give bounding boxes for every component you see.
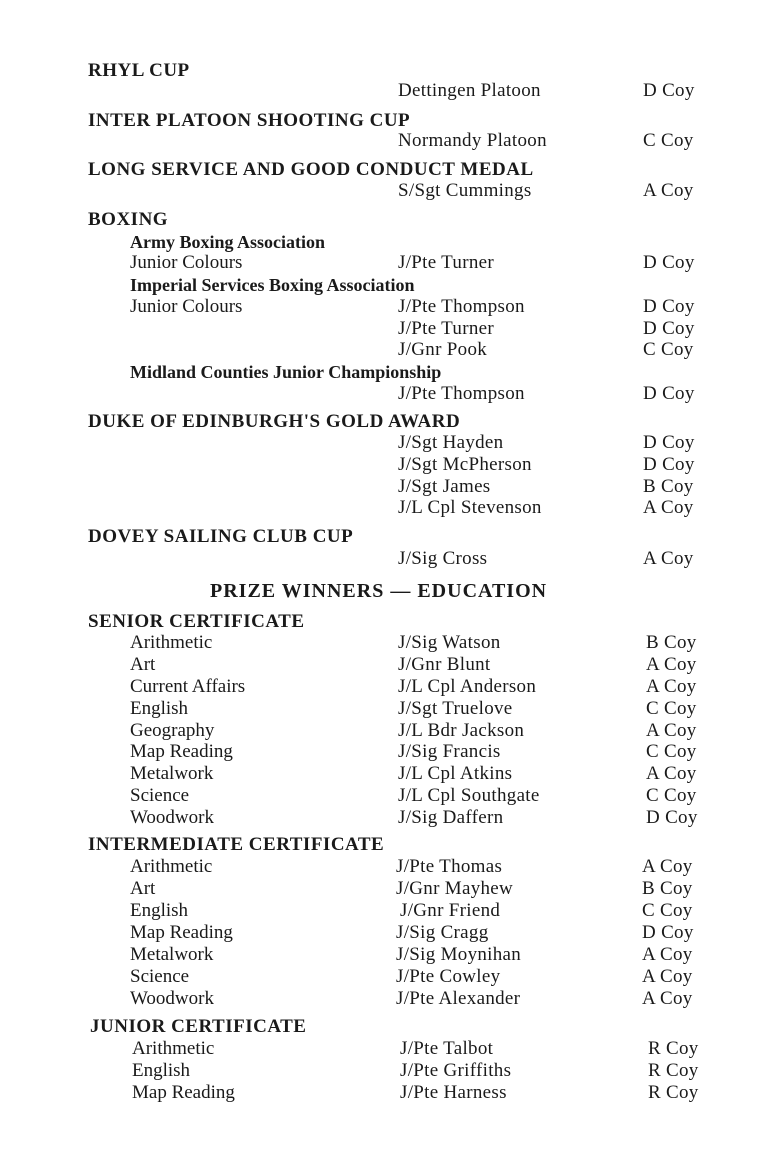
intermediate-coy: A Coy (642, 944, 693, 965)
junior-winner: J/Pte Talbot (400, 1038, 494, 1059)
intermediate-winner: J/Pte Cowley (396, 966, 501, 987)
intermediate-winner: J/Pte Alexander (396, 988, 521, 1009)
intermediate-coy: A Coy (642, 966, 693, 987)
senior-winner: J/Gnr Blunt (398, 654, 491, 675)
senior-subject: Woodwork (130, 807, 214, 828)
army-boxing-subheading: Army Boxing Association (130, 232, 326, 252)
intermediate-coy: D Coy (642, 922, 694, 943)
senior-coy: A Coy (646, 676, 697, 697)
senior-coy: A Coy (646, 720, 697, 741)
senior-coy: D Coy (646, 807, 698, 828)
duke-award-coy: A Coy (643, 497, 694, 518)
duke-award-coy: D Coy (643, 432, 695, 453)
senior-certificate-heading: SENIOR CERTIFICATE (88, 611, 305, 632)
junior-coy: R Coy (648, 1038, 699, 1059)
senior-winner: J/Sig Daffern (398, 807, 504, 828)
midland-boxing-coy: D Coy (643, 383, 695, 404)
army-boxing-winner: J/Pte Turner (398, 252, 494, 273)
imperial-boxing-coy: C Coy (643, 339, 694, 360)
midland-boxing-subheading: Midland Counties Junior Championship (130, 362, 442, 382)
senior-winner: J/L Cpl Anderson (398, 676, 537, 697)
imperial-boxing-subheading: Imperial Services Boxing Association (130, 275, 415, 295)
duke-award-coy: D Coy (643, 454, 695, 475)
duke-award-winner: J/Sgt McPherson (398, 454, 532, 475)
duke-award-coy: B Coy (643, 476, 694, 497)
army-boxing-label: Junior Colours (130, 252, 243, 273)
midland-boxing-winner: J/Pte Thompson (398, 383, 525, 404)
inter-platoon-winner: Normandy Platoon (398, 130, 547, 151)
dovey-cup-heading: DOVEY SAILING CLUB CUP (88, 526, 354, 547)
imperial-boxing-winner: J/Pte Turner (398, 318, 494, 339)
intermediate-subject: Arithmetic (130, 856, 213, 877)
duke-award-winner: J/Sgt Hayden (398, 432, 504, 453)
duke-award-winner: J/Sgt James (398, 476, 491, 497)
senior-subject: Arithmetic (130, 632, 213, 653)
senior-subject: Geography (130, 720, 215, 741)
senior-winner: J/L Cpl Atkins (398, 763, 513, 784)
senior-coy: C Coy (646, 698, 697, 719)
duke-award-winner: J/L Cpl Stevenson (398, 497, 542, 518)
junior-subject: Arithmetic (132, 1038, 215, 1059)
long-service-winner: S/Sgt Cummings (398, 180, 532, 201)
imperial-boxing-coy: D Coy (643, 296, 695, 317)
intermediate-winner: J/Gnr Mayhew (396, 878, 514, 899)
senior-coy: C Coy (646, 785, 697, 806)
senior-subject: Current Affairs (130, 676, 246, 697)
junior-winner: J/Pte Griffiths (400, 1060, 512, 1081)
intermediate-subject: Map Reading (130, 922, 233, 943)
imperial-boxing-coy: D Coy (643, 318, 695, 339)
intermediate-winner: J/Gnr Friend (400, 900, 501, 921)
intermediate-winner: J/Pte Thomas (396, 856, 503, 877)
inter-platoon-heading: INTER PLATOON SHOOTING CUP (88, 110, 411, 131)
inter-platoon-coy: C Coy (643, 130, 694, 151)
junior-subject: English (132, 1060, 191, 1081)
intermediate-coy: A Coy (642, 988, 693, 1009)
senior-coy: A Coy (646, 763, 697, 784)
intermediate-certificate-heading: INTERMEDIATE CERTIFICATE (88, 834, 385, 855)
junior-coy: R Coy (648, 1060, 699, 1081)
senior-coy: C Coy (646, 741, 697, 762)
intermediate-winner: J/Sig Moynihan (396, 944, 522, 965)
dovey-cup-coy: A Coy (643, 548, 694, 569)
army-boxing-coy: D Coy (643, 252, 695, 273)
senior-subject: Art (130, 654, 156, 675)
senior-winner: J/Sgt Truelove (398, 698, 513, 719)
intermediate-subject: Woodwork (130, 988, 214, 1009)
rhyl-cup-coy: D Coy (643, 80, 695, 101)
senior-subject: English (130, 698, 189, 719)
senior-winner: J/L Cpl Southgate (398, 785, 540, 806)
senior-winner: J/Sig Watson (398, 632, 501, 653)
rhyl-cup-winner: Dettingen Platoon (398, 80, 541, 101)
junior-subject: Map Reading (132, 1082, 235, 1103)
senior-subject: Science (130, 785, 190, 806)
intermediate-coy: C Coy (642, 900, 693, 921)
intermediate-subject: Art (130, 878, 156, 899)
duke-award-heading: DUKE OF EDINBURGH'S GOLD AWARD (88, 411, 461, 432)
junior-certificate-heading: JUNIOR CERTIFICATE (90, 1016, 307, 1037)
senior-winner: J/Sig Francis (398, 741, 501, 762)
intermediate-winner: J/Sig Cragg (396, 922, 489, 943)
long-service-coy: A Coy (643, 180, 694, 201)
senior-coy: B Coy (646, 632, 697, 653)
intermediate-subject: Metalwork (130, 944, 214, 965)
junior-winner: J/Pte Harness (400, 1082, 507, 1103)
boxing-heading: BOXING (88, 209, 169, 230)
senior-subject: Map Reading (130, 741, 233, 762)
rhyl-cup-heading: RHYL CUP (88, 60, 190, 81)
imperial-boxing-label: Junior Colours (130, 296, 243, 317)
intermediate-coy: A Coy (642, 856, 693, 877)
intermediate-subject: Science (130, 966, 190, 987)
intermediate-coy: B Coy (642, 878, 693, 899)
senior-coy: A Coy (646, 654, 697, 675)
dovey-cup-winner: J/Sig Cross (398, 548, 488, 569)
imperial-boxing-winner: J/Pte Thompson (398, 296, 525, 317)
education-title: PRIZE WINNERS — EDUCATION (210, 580, 548, 602)
senior-subject: Metalwork (130, 763, 214, 784)
imperial-boxing-winner: J/Gnr Pook (398, 339, 488, 360)
junior-coy: R Coy (648, 1082, 699, 1103)
long-service-heading: LONG SERVICE AND GOOD CONDUCT MEDAL (88, 159, 534, 180)
senior-winner: J/L Bdr Jackson (398, 720, 525, 741)
intermediate-subject: English (130, 900, 189, 921)
